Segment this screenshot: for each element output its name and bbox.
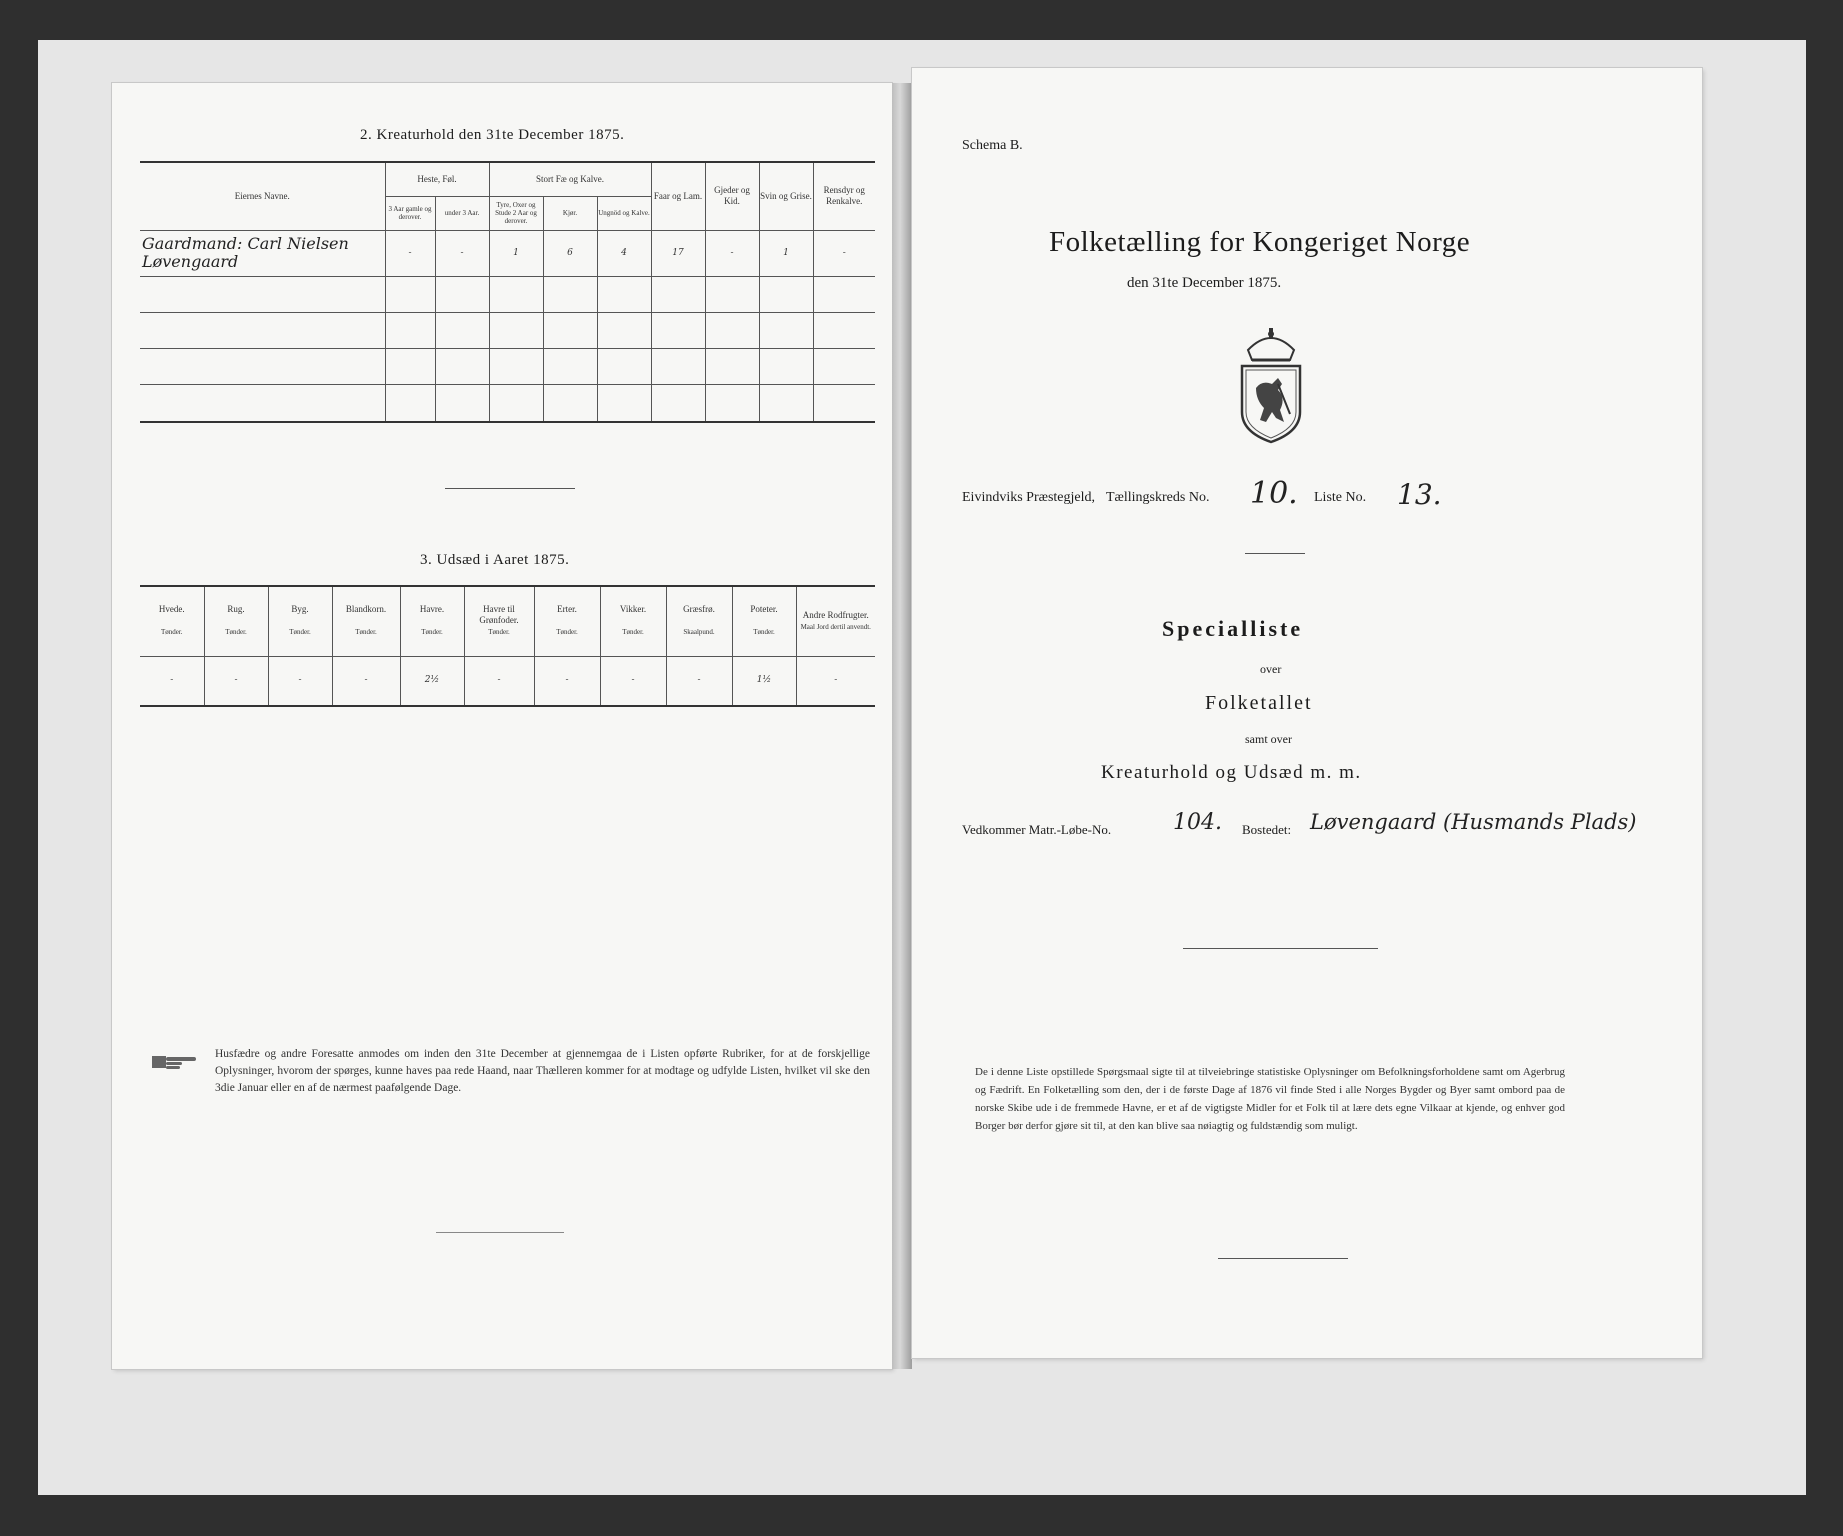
header-green-fodder: Havre til Grønfoder. Tønder. (464, 586, 534, 656)
header-cattle-cows: Kjør. (543, 196, 597, 230)
header-peas: Erter. Tønder. (534, 586, 600, 656)
header-cattle: Stort Fæ og Kalve. (489, 162, 651, 196)
value-goats: - (705, 230, 759, 276)
value-reindeer: - (813, 230, 875, 276)
value-barley: - (268, 656, 332, 706)
samt-over-text: samt over (1245, 732, 1292, 746)
bosted-value: Løvengaard (Husmands Plads) (1310, 810, 1637, 834)
header-cattle-bulls: Tyre, Oxer og Stude 2 Aar og derover. (489, 196, 543, 230)
livestock-seed-title: Kreaturhold og Udsæd m. m. (1101, 762, 1362, 783)
section3-title: 3. Udsæd i Aaret 1875. (420, 552, 570, 568)
main-title: Folketælling for Kongeriget Norge (1049, 226, 1471, 258)
district-label: Tællingskreds No. (1106, 490, 1210, 505)
owner-name-cell (140, 230, 385, 276)
list-label: Liste No. (1314, 490, 1367, 505)
divider (1183, 948, 1378, 949)
left-notice: Husfædre og andre Foresatte anmodes om inden den 31te December at gjennemgaa de i Listen opførte Rubriker, for at de forskjellige Oplysninger, hvorom der spørges, kunne haves paa rede Haand, naar Thælleren kommer for at modtage og udfylde Listen, hvilket vil ske den 3die Januar eller en af de nærmest paafølgende Dage. (215, 1048, 870, 1094)
header-horses: Heste, Føl. (385, 162, 489, 196)
header-barley: Byg. Tønder. (268, 586, 332, 656)
matr-label: Vedkommer Matr.-Løbe-No. (962, 822, 1112, 837)
value-wheat: - (140, 656, 204, 706)
section2-title: 2. Kreaturhold den 31te December 1875. (360, 127, 625, 143)
table-row (140, 384, 875, 422)
table-row (140, 230, 875, 276)
right-notice: De i denne Liste opstillede Spørgsmaal sigte til at tilveiebringe statistiske Oplysninger om Befolkningsforholdene samt om Agerbrug og Fædrift. En Folketælling som den, der i de første Dage af 1876 vil finde Sted i alle Norges Bygder og Byer samt ombord paa de norske Skibe ude i de fremmede Havne, er et af de vigtigste Midler for et Folk til at lære dets egne Vilkaar at kjende, og enhver god Borger bør derfor gjøre sit til, at den kan blive saa nøiagtig og fuldstændig som muligt. (975, 1066, 1565, 1132)
value-horses-young: - (435, 230, 489, 276)
livestock-table (140, 161, 875, 423)
parish-label: Eivindviks Præstegjeld, (962, 490, 1095, 505)
divider (1245, 553, 1305, 554)
header-grass-seed: Græsfrø. Skaalpund. (666, 586, 732, 656)
header-horses-adult: 3 Aar gamle og derover. (385, 196, 435, 230)
value-cattle-bulls: 1 (489, 230, 543, 276)
value-sheep: 17 (651, 230, 705, 276)
district-number: 10. (1250, 476, 1298, 511)
value-other-roots: - (796, 656, 875, 706)
header-pigs: Svin og Grise. (759, 162, 813, 230)
value-green-fodder: - (464, 656, 534, 706)
header-wheat: Hvede. Tønder. (140, 586, 204, 656)
schema-label: Schema B. (962, 138, 1023, 153)
header-goats: Gjeder og Kid. (705, 162, 759, 230)
book-spine (892, 83, 912, 1369)
value-horses-adult: - (385, 230, 435, 276)
header-owner-names: Eiernes Navne. (140, 162, 385, 230)
table-row (140, 656, 875, 706)
folketallet-title: Folketallet (1205, 692, 1313, 714)
value-vetch: - (600, 656, 666, 706)
header-cattle-calves: Ungnöd og Kalve. (597, 196, 651, 230)
seed-table (140, 585, 875, 707)
value-cattle-cows: 6 (543, 230, 597, 276)
matr-number: 104. (1173, 810, 1222, 835)
header-horses-young: under 3 Aar. (435, 196, 489, 230)
value-oats: 2½ (400, 656, 464, 706)
table-row (140, 312, 875, 348)
value-mixed-grain: - (332, 656, 400, 706)
header-oats: Havre. Tønder. (400, 586, 464, 656)
value-grass-seed: - (666, 656, 732, 706)
value-pigs: 1 (759, 230, 813, 276)
value-rye: - (204, 656, 268, 706)
over-text-1: over (1260, 662, 1282, 676)
list-number: 13. (1397, 478, 1442, 511)
pointing-hand-icon (150, 1050, 200, 1072)
divider (445, 488, 575, 489)
divider (436, 1232, 564, 1233)
value-peas: - (534, 656, 600, 706)
divider (1218, 1258, 1348, 1259)
header-potatoes: Poteter. Tønder. (732, 586, 796, 656)
header-other-roots: Andre Rodfrugter. Maal Jord dertil anvendt. (796, 586, 875, 656)
header-sheep: Faar og Lam. (651, 162, 705, 230)
header-reindeer: Rensdyr og Renkalve. (813, 162, 875, 230)
header-rye: Rug. Tønder. (204, 586, 268, 656)
value-cattle-calves: 4 (597, 230, 651, 276)
census-date: den 31te December 1875. (1127, 275, 1282, 291)
bosted-label: Bostedet: (1242, 822, 1292, 837)
owner-name: Gaardmand: Carl Nielsen Løvengaard (142, 234, 349, 271)
value-potatoes: 1½ (732, 656, 796, 706)
special-list-title: Specialliste (1162, 616, 1304, 641)
header-vetch: Vikker. Tønder. (600, 586, 666, 656)
norwegian-coat-of-arms-icon (1232, 328, 1310, 444)
table-row (140, 276, 875, 312)
header-mixed-grain: Blandkorn. Tønder. (332, 586, 400, 656)
table-row (140, 348, 875, 384)
